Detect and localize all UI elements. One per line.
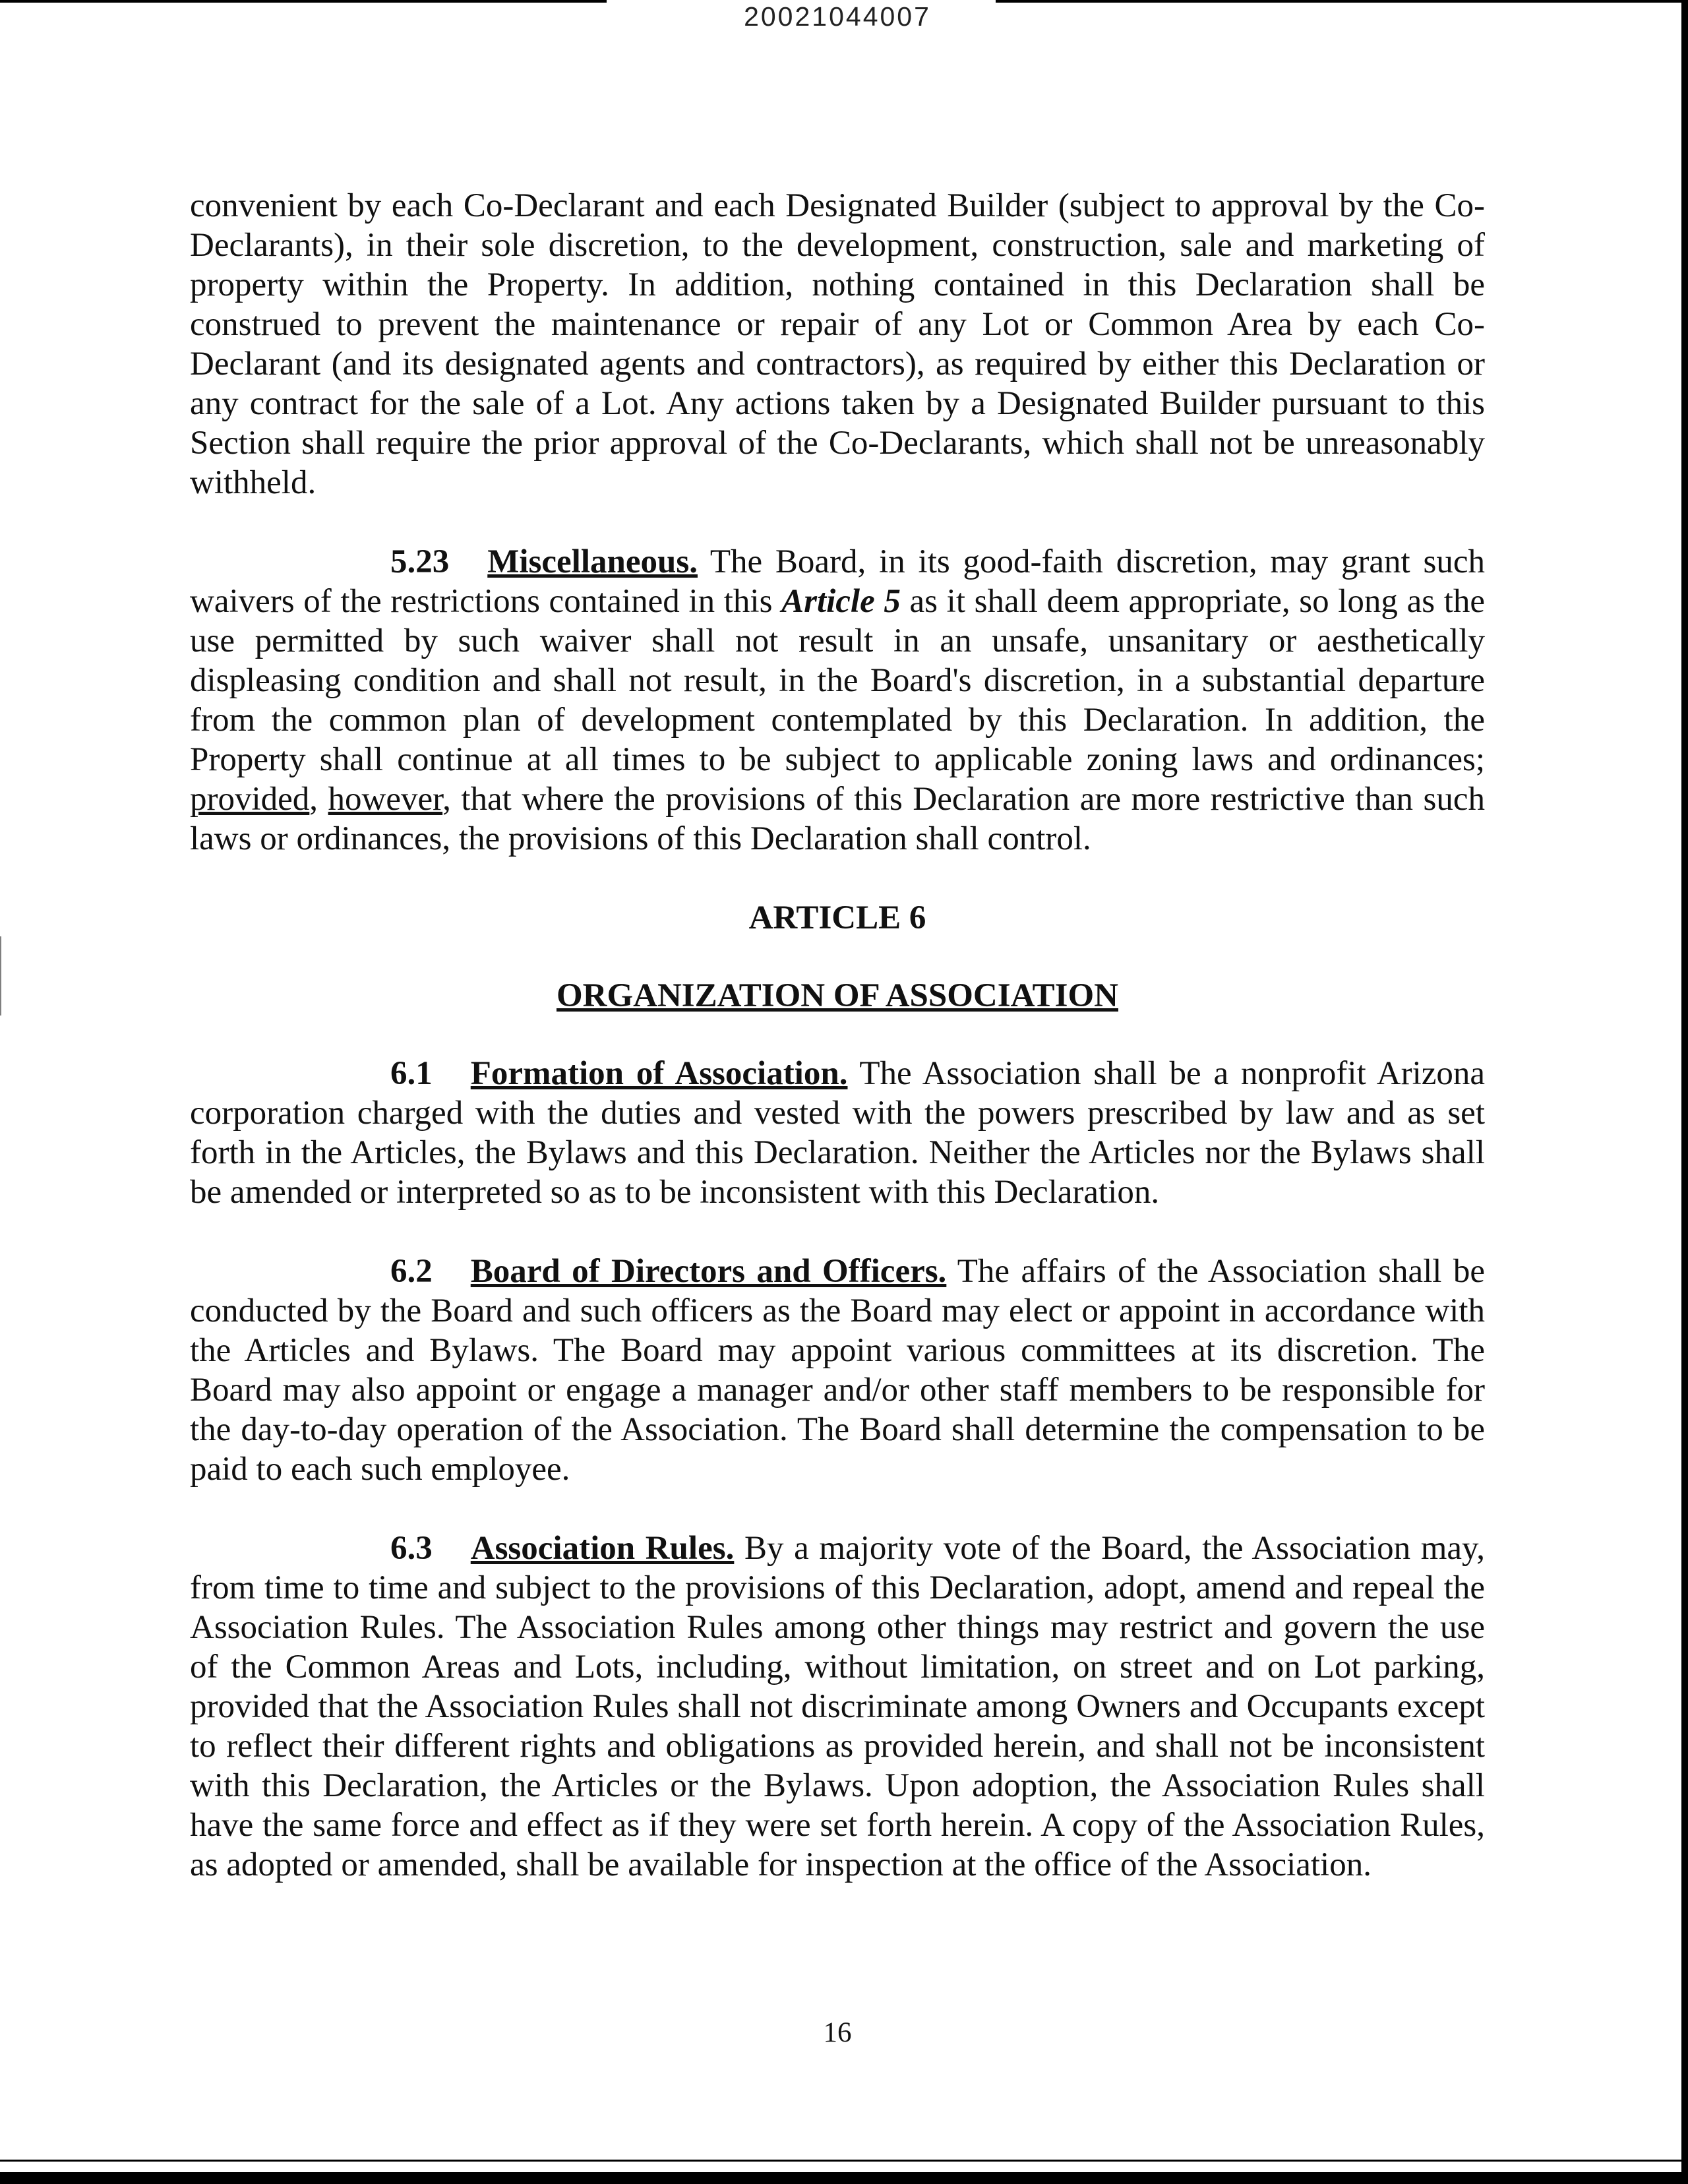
section-text: The Association shall be a nonprofit Arizona corporation charged with the duties and vested with the powers prescribed by law and as set forth in the Articles, the Bylaws and this Declaration. Neither the Articles nor the Bylaws shall be amended or interpreted so as to be inconsistent with this Declaration. bbox=[190, 1055, 1486, 1211]
section-heading: Association Rules. bbox=[470, 1530, 735, 1567]
article-subtitle: ORGANIZATION OF ASSOCIATION bbox=[556, 977, 1119, 1014]
scan-artifact bbox=[0, 936, 1, 1016]
continuation-paragraph: convenient by each Co-Declarant and each Designated Builder (subject to approval by the Co-Declarants), in their sole discretion, to the development, construction, sale and marketing of property within the Property. In addition, nothing contained in this Declaration shall be construed to prevent the maintenance or repair of any Lot or Common Area by each Co-Declarant (and its designated agents and contractors), as required by either this Declaration or any contract for the sale of a Lot. Any actions taken by a Designated Builder pursuant to this Section shall require the prior approval of the Co-Declarants, which shall not be unreasonably withheld. bbox=[190, 187, 1485, 501]
scan-border-right bbox=[1681, 0, 1688, 2184]
document-number: 20021044007 bbox=[744, 1, 931, 32]
section-text: , bbox=[309, 781, 328, 818]
scan-border-bottom bbox=[0, 2172, 1688, 2184]
section-6-2 bbox=[190, 1252, 1485, 1489]
section-text: The Board, in its good-faith discretion, may grant such waivers of the restrictions contained in this bbox=[190, 543, 1485, 620]
section-text: The affairs of the Association shall be conducted by the Board and such officers as the Board may elect or appoint in accordance with the Articles and Bylaws. The Board may appoint various committees at its discretion. The Board may also appoint or engage a manager and/or other staff members to be responsible for the day-to-day operation of the Association. The Board shall determine the compensation to be paid to each such employee. bbox=[190, 1253, 1485, 1488]
section-6-3 bbox=[190, 1529, 1485, 1885]
section-text: as it shall deem appropriate, so long as the use permitted by such waiver shall not result in an unsafe, unsanitary or aesthetically displeasing condition and shall not result, in the Board's discretion, in a substantial departure from the common plan of development contemplated by this Declaration. In addition, the Property shall continue at all times to be subject to applicable zoning laws and ordinances; bbox=[190, 583, 1486, 778]
section-6-1 bbox=[190, 1054, 1485, 1212]
section-5-23 bbox=[190, 542, 1485, 859]
section-heading: Miscellaneous. bbox=[487, 543, 698, 580]
section-text: By a majority vote of the Board, the Association may, from time to time and subject to the provisions of this Declaration, adopt, amend and repeal the Association Rules. The Association Rules among other things may restrict and govern the use of the Common Areas and Lots, including, without limitation, on street and on Lot parking, provided that the Association Rules shall not discriminate among Owners and Occupants except to reflect their different rights and obligations as provided herein, and shall not be inconsistent with this Declaration, the Articles or the Bylaws. Upon adoption, the Association Rules shall have the same force and effect as if they were set forth herein. A copy of the Association Rules, as adopted or amended, shall be available for inspection at the office of the Association. bbox=[190, 1530, 1485, 1883]
section-number: 5.23 bbox=[390, 543, 450, 580]
page-number: 16 bbox=[823, 2017, 852, 2048]
page-body bbox=[190, 186, 1485, 1924]
article-title: ARTICLE 6 bbox=[748, 899, 926, 936]
section-text: , that where the provisions of this Declaration are more restrictive than such laws or ordinances, the provisions of this Declaration shall control. bbox=[190, 781, 1485, 857]
emphasis-however: however bbox=[328, 781, 443, 818]
article-reference: Article 5 bbox=[781, 583, 901, 620]
section-number: 6.1 bbox=[390, 1055, 433, 1092]
section-heading: Board of Directors and Officers. bbox=[470, 1253, 947, 1290]
emphasis-provided: provided bbox=[190, 781, 310, 818]
section-number: 6.3 bbox=[390, 1530, 433, 1567]
section-heading: Formation of Association. bbox=[470, 1055, 848, 1092]
scan-border-bottom-line bbox=[0, 2160, 1688, 2162]
section-number: 6.2 bbox=[390, 1253, 433, 1290]
